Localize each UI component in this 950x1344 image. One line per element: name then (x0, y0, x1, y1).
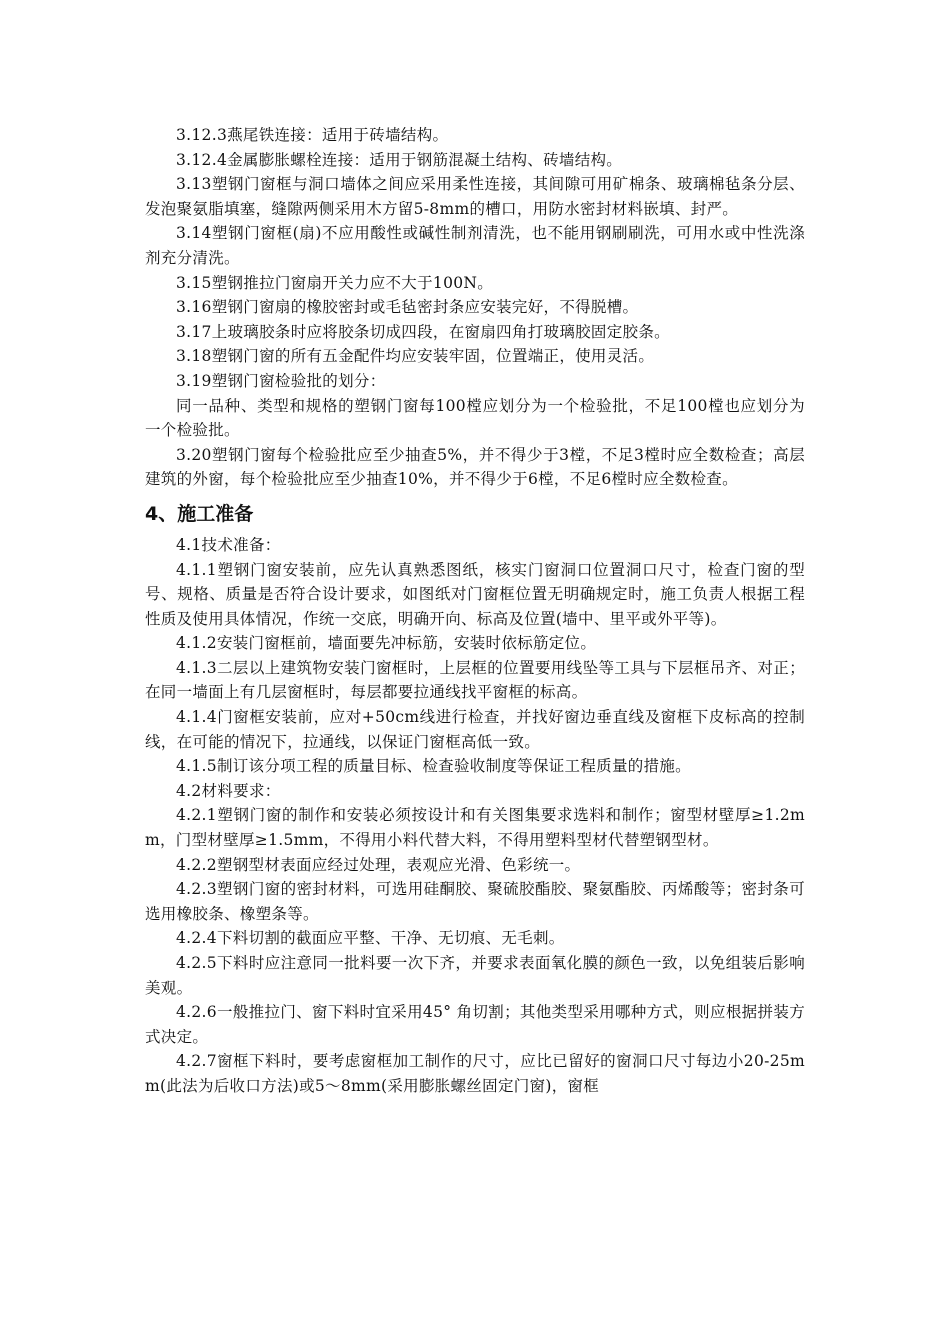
paragraph-4-2-3: 4.2.3塑钢门窗的密封材料，可选用硅酮胶、聚硫胶酯胶、聚氨酯胶、丙烯酸等；密封条可选用橡胶条、橡塑条等。 (145, 880, 805, 923)
paragraph-3-16: 3.16塑钢门窗扇的橡胶密封或毛毡密封条应安装完好，不得脱槽。 (176, 298, 639, 317)
paragraph-4-2-4: 4.2.4下料切割的截面应平整、干净、无切痕、无毛刺。 (176, 929, 565, 948)
paragraph-4-2-1: 4.2.1塑钢门窗的制作和安装必须按设计和有关图集要求选料和制作；窗型材壁厚≥1.2mm，门型材壁厚≥1.5mm，不得用小料代替大料，不得用塑料型材代替塑钢型材。 (145, 806, 805, 850)
paragraph-4-2: 4.2材料要求： (176, 781, 281, 800)
paragraph-3-18: 3.18塑钢门窗的所有五金配件均应安装牢固，位置端正，使用灵活。 (176, 347, 655, 366)
paragraph-4-1-4: 4.1.4门窗框安装前，应对+50cm线进行检查，并找好窗边垂直线及窗框下皮标高的控制线，在可能的情况下，拉通线，以保证门窗框高低一致。 (145, 708, 805, 751)
paragraph-3-19: 3.19塑钢门窗检验批的划分： (176, 371, 386, 390)
paragraph-4-1: 4.1技术准备： (176, 535, 281, 554)
paragraph-3-13: 3.13塑钢门窗框与洞口墙体之间应采用柔性连接，其间隙可用矿棉条、玻璃棉毡条分层、发泡聚氨脂填塞，缝隙两侧采用木方留5-8mm的槽口，用防水密封材料嵌填、封严。 (145, 175, 805, 218)
paragraph-3-12-4: 3.12.4金属膨胀螺栓连接：适用于钢筋混凝土结构、砖墙结构。 (176, 150, 623, 169)
paragraph-3-15: 3.15塑钢推拉门窗扇开关力应不大于100N。 (176, 273, 494, 292)
paragraph-4-2-7: 4.2.7窗框下料时，要考虑窗框加工制作的尺寸，应比已留好的窗洞口尺寸每边小20-25mm(此法为后收口方法)或5～8mm(采用膨胀螺丝固定门窗)，窗框 (145, 1052, 805, 1095)
paragraph-4-1-1: 4.1.1塑钢门窗安装前，应先认真熟悉图纸，核实门窗洞口位置洞口尺寸，检查门窗的型号、规格、质量是否符合设计要求，如图纸对门窗框位置无明确规定时，施工负责人根据工程性质及使用具体情况，作统一交底，明确开向、标高及位置(墙中、里平或外平等)。 (145, 560, 805, 628)
paragraph-4-1-2: 4.1.2安装门窗框前，墙面要先冲标筋，安装时依标筋定位。 (176, 634, 597, 653)
paragraph-4-2-6: 4.2.6一般推拉门、窗下料时宜采用45° 角切割；其他类型采用哪种方式，则应根据拼装方式决定。 (145, 1003, 805, 1046)
paragraph-3-20: 3.20塑钢门窗每个检验批应至少抽查5%，并不得少于3樘，不足3樘时应全数检查；高层建筑的外窗，每个检验批应至少抽查10%，并不得少于6樘，不足6樘时应全数检查。 (145, 445, 805, 489)
paragraph-4-1-5: 4.1.5制订该分项工程的质量目标、检查验收制度等保证工程质量的措施。 (176, 757, 691, 776)
paragraph-3-19-detail: 同一品种、类型和规格的塑钢门窗每100樘应划分为一个检验批，不足100樘也应划分为一个检验批。 (145, 396, 805, 440)
document-body (145, 123, 805, 1099)
paragraph-4-2-2: 4.2.2塑钢型材表面应经过处理，表观应光滑、色彩统一。 (176, 855, 581, 874)
paragraph-3-12-3: 3.12.3燕尾铁连接：适用于砖墙结构。 (176, 126, 449, 144)
paragraph-4-2-5: 4.2.5下料时应注意同一批料要一次下齐，并要求表面氧化膜的颜色一致，以免组装后影响美观。 (145, 954, 805, 997)
paragraph-3-14: 3.14塑钢门窗框(扇)不应用酸性或碱性制剂清洗，也不能用钢刷刷洗，可用水或中性洗涤剂充分清洗。 (145, 224, 805, 267)
paragraph-3-17: 3.17上玻璃胶条时应将胶条切成四段，在窗扇四角打玻璃胶固定胶条。 (176, 322, 670, 341)
paragraph-4-1-3: 4.1.3二层以上建筑物安装门窗框时，上层框的位置要用线坠等工具与下层框吊齐、对正；在同一墙面上有几层窗框时，每层都要拉通线找平窗框的标高。 (145, 658, 805, 702)
section-heading: 4、施工准备 (145, 502, 254, 525)
